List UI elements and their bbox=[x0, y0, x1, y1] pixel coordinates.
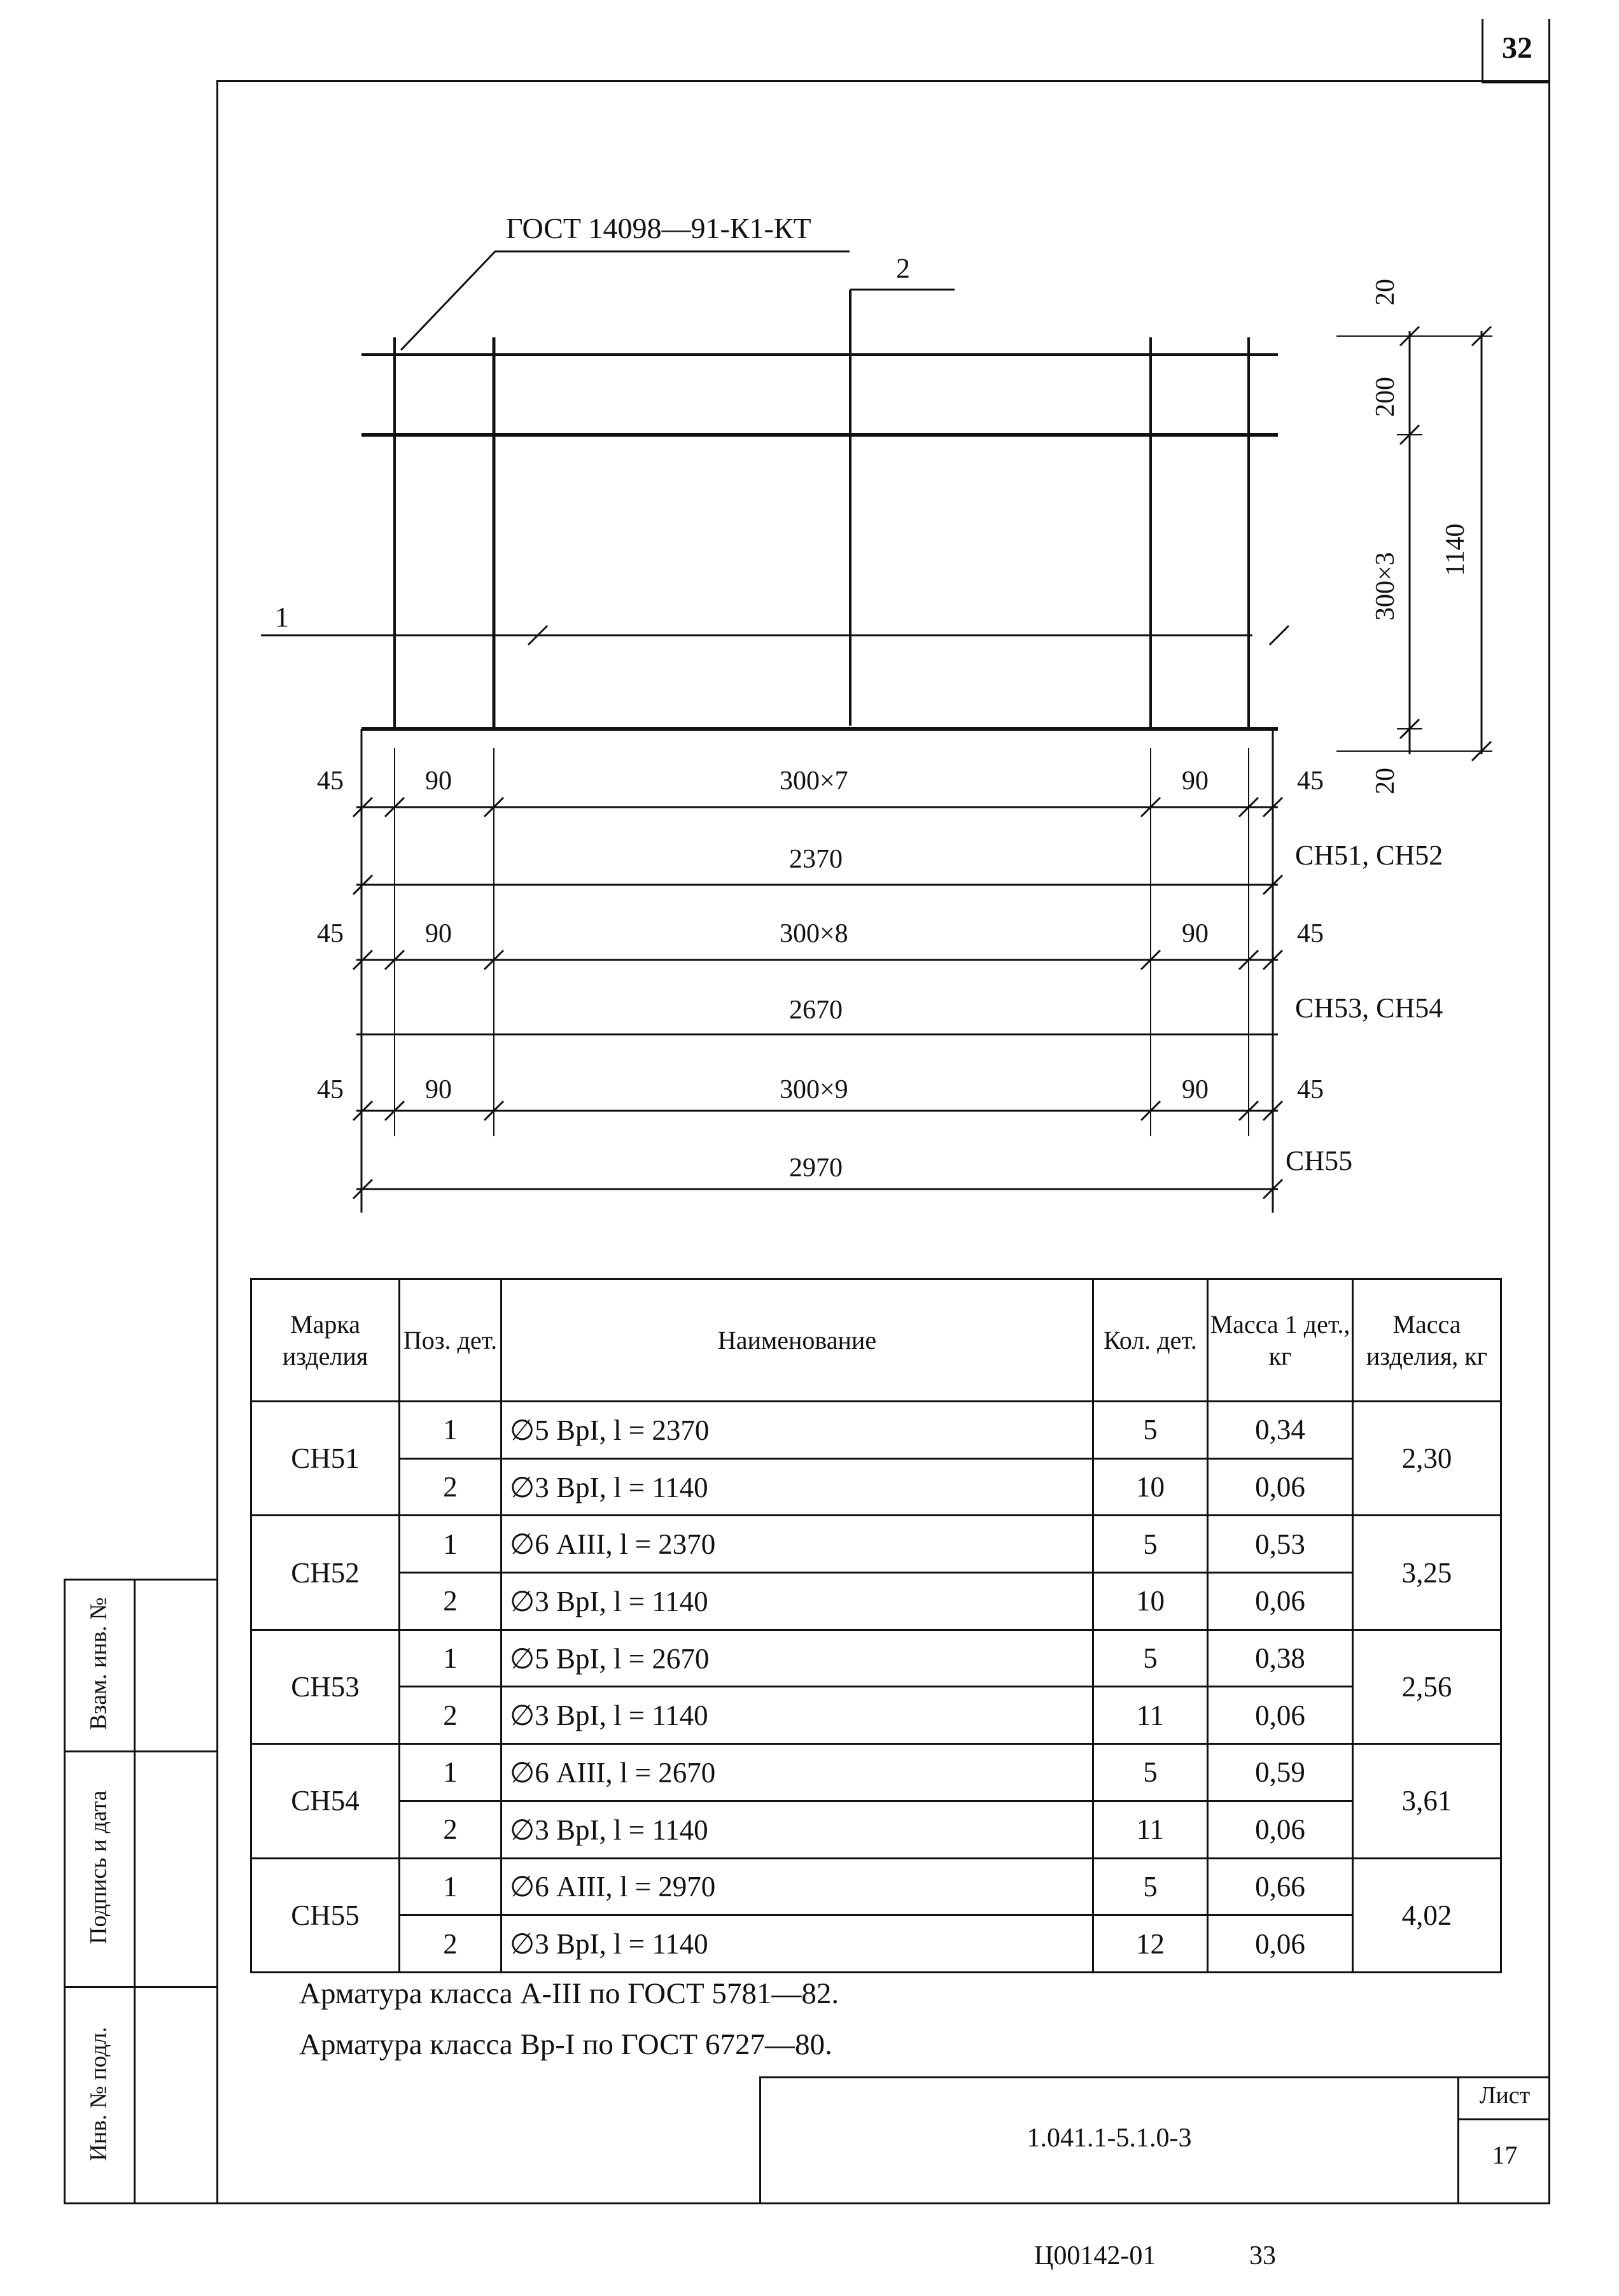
cell-mass: 0,06 bbox=[1208, 1573, 1353, 1630]
cell-qty: 10 bbox=[1093, 1458, 1208, 1516]
row1-right-step: 90 bbox=[1182, 766, 1209, 796]
cell-qty: 5 bbox=[1093, 1402, 1208, 1459]
row2-total: 2670 bbox=[789, 996, 843, 1025]
row1-left-end: 45 bbox=[317, 766, 344, 796]
footer-page: 33 bbox=[1249, 2241, 1276, 2271]
sheet-label: Лист bbox=[1479, 2082, 1531, 2109]
cell-mark: СН51 bbox=[251, 1402, 400, 1516]
cell-mass: 0,06 bbox=[1208, 1687, 1353, 1744]
table-row bbox=[251, 1858, 1501, 1915]
row1-right-end: 45 bbox=[1297, 766, 1324, 796]
dim-1140: 1140 bbox=[1441, 523, 1470, 576]
title-block-sheet-row bbox=[1457, 2118, 1550, 2120]
table-row bbox=[251, 1516, 1501, 1573]
cell-pos: 1 bbox=[400, 1630, 501, 1687]
stamp-line-2 bbox=[64, 1750, 218, 1752]
cell-name: ∅5 ВрI, l = 2670 bbox=[501, 1630, 1093, 1687]
dim-300x3: 300×3 bbox=[1371, 552, 1400, 621]
cell-name: ∅3 ВрI, l = 1140 bbox=[501, 1915, 1093, 1973]
row3-marks: СН55 bbox=[1286, 1145, 1353, 1176]
cell-mark: СН53 bbox=[251, 1630, 400, 1743]
cell-qty: 11 bbox=[1093, 1687, 1208, 1744]
specification-table bbox=[250, 1278, 1502, 1973]
cell-mark: СН55 bbox=[251, 1858, 400, 1973]
row3-left-step: 90 bbox=[425, 1075, 452, 1104]
page-corner-number: 32 bbox=[1502, 31, 1532, 65]
cell-mass: 0,53 bbox=[1208, 1516, 1353, 1573]
cell-pos: 2 bbox=[400, 1915, 501, 1973]
gost-callout-text: ГОСТ 14098—91-К1-КТ bbox=[506, 212, 811, 244]
doc-code: 1.041.1-5.1.0-3 bbox=[1027, 2123, 1192, 2153]
note-a-iii: Арматура класса А-III по ГОСТ 5781—82. bbox=[299, 1977, 839, 2010]
cell-pos: 2 bbox=[400, 1573, 501, 1630]
row2-marks: СН53, СН54 bbox=[1295, 992, 1443, 1024]
pos2-label: 2 bbox=[896, 253, 910, 284]
cell-name: ∅6 АIII, l = 2670 bbox=[501, 1744, 1093, 1801]
cell-mass: 0,38 bbox=[1208, 1630, 1353, 1687]
cell-mass-total: 3,25 bbox=[1353, 1516, 1501, 1630]
table-row bbox=[251, 1573, 1501, 1630]
cell-pos: 2 bbox=[400, 1458, 501, 1516]
footer-code: Ц00142-01 bbox=[1034, 2241, 1156, 2271]
table-row bbox=[251, 1458, 1501, 1516]
cell-mass-total: 3,61 bbox=[1353, 1744, 1501, 1858]
th-qty: Кол. дет. bbox=[1093, 1279, 1208, 1402]
dim-top-gap: 20 bbox=[1371, 279, 1400, 306]
cell-name: ∅6 АIII, l = 2370 bbox=[501, 1516, 1093, 1573]
th-mass-one: Масса 1 дет., кг bbox=[1208, 1279, 1353, 1402]
dim-200: 200 bbox=[1371, 377, 1400, 417]
row2-right-end: 45 bbox=[1297, 919, 1324, 948]
cell-mass-total: 2,30 bbox=[1353, 1402, 1501, 1516]
cell-pos: 1 bbox=[400, 1402, 501, 1459]
dim-bottom-gap: 20 bbox=[1371, 768, 1400, 794]
table-row bbox=[251, 1630, 1501, 1687]
stamp-divider bbox=[134, 1579, 136, 2204]
table-row bbox=[251, 1801, 1501, 1858]
th-pos: Поз. дет. bbox=[400, 1279, 501, 1402]
table-row bbox=[251, 1744, 1501, 1801]
cell-name: ∅3 ВрI, l = 1140 bbox=[501, 1801, 1093, 1858]
cell-mark: СН54 bbox=[251, 1744, 400, 1858]
stamp-line-3 bbox=[64, 1986, 218, 1988]
cell-qty: 5 bbox=[1093, 1630, 1208, 1687]
th-mark: Марка изделия bbox=[251, 1279, 400, 1402]
stamp-inv: Инв. № подл. bbox=[85, 2027, 112, 2161]
cell-name: ∅3 ВрI, l = 1140 bbox=[501, 1458, 1093, 1516]
cell-mass: 0,34 bbox=[1208, 1402, 1353, 1459]
cell-qty: 5 bbox=[1093, 1858, 1208, 1915]
row1-left-step: 90 bbox=[425, 766, 452, 796]
stamp-podpis: Подпись и дата bbox=[85, 1790, 112, 1945]
row3-total: 2970 bbox=[789, 1153, 843, 1183]
row3-right-end: 45 bbox=[1297, 1075, 1324, 1104]
th-name: Наименование bbox=[501, 1279, 1093, 1402]
row2-left-step: 90 bbox=[425, 919, 452, 948]
gost-leader bbox=[401, 251, 850, 350]
cell-name: ∅3 ВрI, l = 1140 bbox=[501, 1687, 1093, 1744]
cell-pos: 1 bbox=[400, 1516, 501, 1573]
stamp-left bbox=[64, 1579, 66, 2204]
cell-qty: 10 bbox=[1093, 1573, 1208, 1630]
row3-middle: 300×9 bbox=[780, 1075, 848, 1104]
cell-mass: 0,06 bbox=[1208, 1915, 1353, 1973]
cell-qty: 5 bbox=[1093, 1744, 1208, 1801]
row1-marks: СН51, СН52 bbox=[1295, 840, 1443, 871]
row2-left-end: 45 bbox=[317, 919, 344, 948]
cell-name: ∅5 ВрI, l = 2370 bbox=[501, 1402, 1093, 1459]
cell-name: ∅3 ВрI, l = 1140 bbox=[501, 1573, 1093, 1630]
th-mass-total: Масса изделия, кг bbox=[1353, 1279, 1501, 1402]
pos1-label: 1 bbox=[275, 602, 289, 633]
cell-mass: 0,06 bbox=[1208, 1458, 1353, 1516]
table-row bbox=[251, 1402, 1501, 1459]
table-row bbox=[251, 1915, 1501, 1973]
cell-pos: 1 bbox=[400, 1744, 501, 1801]
row1-total: 2370 bbox=[789, 845, 843, 874]
cell-pos: 2 bbox=[400, 1801, 501, 1858]
row1-middle: 300×7 bbox=[780, 766, 848, 796]
frame-bottom bbox=[64, 2202, 1550, 2204]
table-header-row bbox=[251, 1279, 1501, 1402]
cell-pos: 2 bbox=[400, 1687, 501, 1744]
note-vr-i: Арматура класса Вр-I по ГОСТ 6727—80. bbox=[299, 2028, 832, 2061]
row2-right-step: 90 bbox=[1182, 919, 1209, 948]
row3-left-end: 45 bbox=[317, 1075, 344, 1104]
stamp-vzam: Взам. инв. № bbox=[85, 1597, 112, 1730]
cell-qty: 12 bbox=[1093, 1915, 1208, 1973]
cell-mass: 0,66 bbox=[1208, 1858, 1353, 1915]
cell-mass: 0,06 bbox=[1208, 1801, 1353, 1858]
cell-pos: 1 bbox=[400, 1858, 501, 1915]
cell-qty: 5 bbox=[1093, 1516, 1208, 1573]
sheet-number: 17 bbox=[1492, 2141, 1518, 2169]
row3-right-step: 90 bbox=[1182, 1075, 1209, 1104]
title-block-top bbox=[759, 2076, 1550, 2078]
cell-qty: 11 bbox=[1093, 1801, 1208, 1858]
row2-middle: 300×8 bbox=[780, 919, 848, 948]
cell-mass-total: 4,02 bbox=[1353, 1858, 1501, 1973]
cell-name: ∅6 АIII, l = 2970 bbox=[501, 1858, 1093, 1915]
cell-mass: 0,59 bbox=[1208, 1744, 1353, 1801]
cell-mass-total: 2,56 bbox=[1353, 1630, 1501, 1743]
cell-mark: СН52 bbox=[251, 1516, 400, 1630]
table-row bbox=[251, 1687, 1501, 1744]
